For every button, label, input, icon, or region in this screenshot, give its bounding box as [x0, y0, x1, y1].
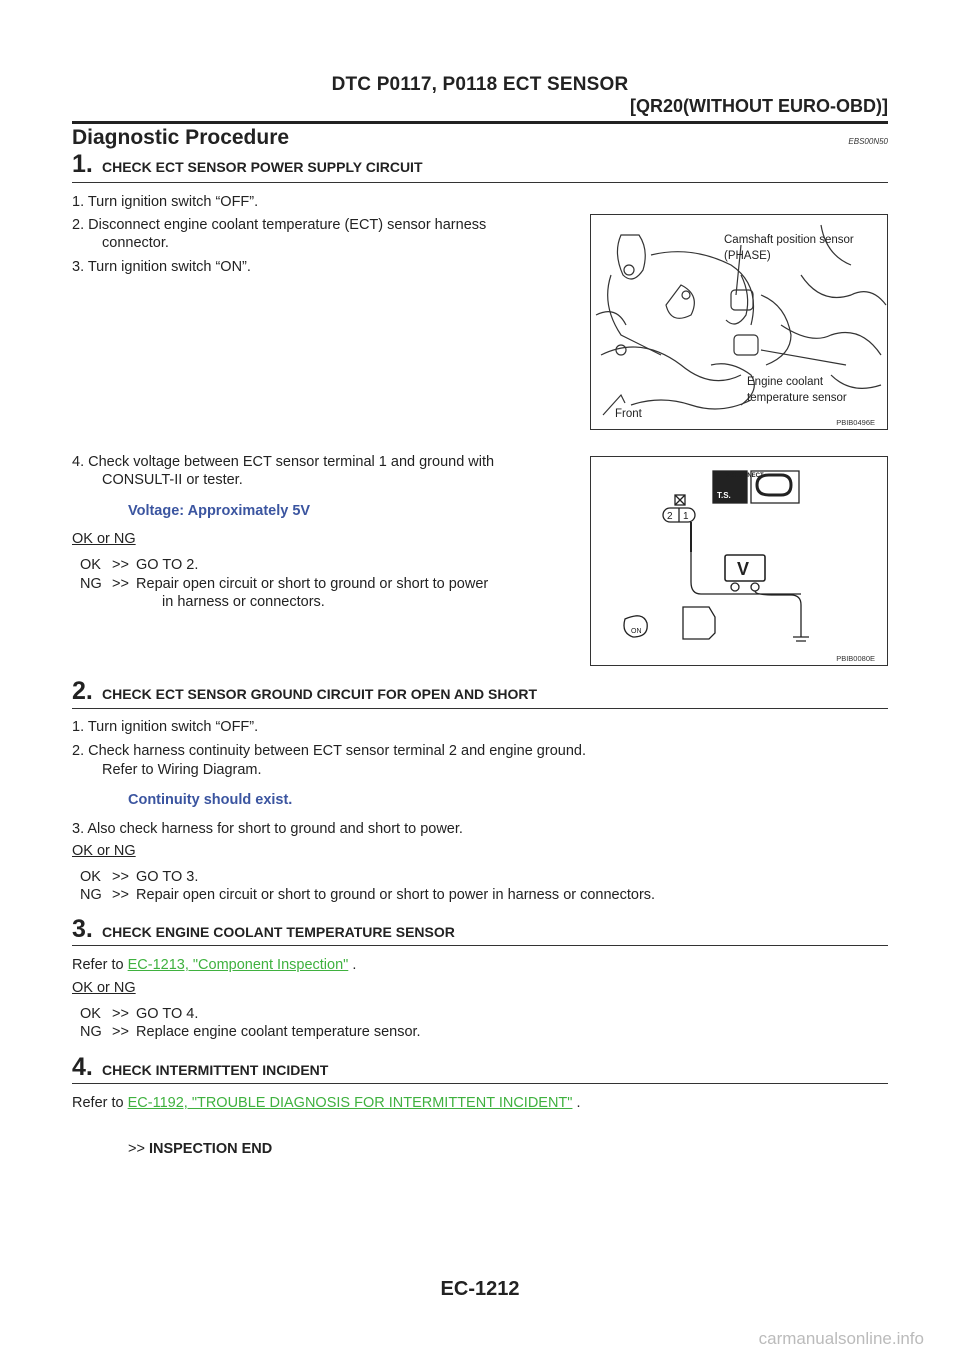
- step-rule: [72, 945, 888, 946]
- refer-line: Refer to EC-1213, "Component Inspection" .: [72, 957, 357, 973]
- page-header-title: DTC P0117, P0118 ECT SENSOR: [331, 74, 629, 95]
- step-2-item: Refer to Wiring Diagram.: [102, 762, 262, 778]
- ok-result: OK >> GO TO 4.: [80, 1006, 199, 1022]
- svg-text:Front: Front: [615, 408, 642, 420]
- step-rule: [72, 1083, 888, 1084]
- ok-result: OK >> GO TO 2.: [80, 557, 199, 573]
- ng-result: NG >> Repair open circuit or short to ground or short to power: [80, 576, 489, 592]
- step-title: CHECK ENGINE COOLANT TEMPERATURE SENSOR: [102, 924, 455, 940]
- section-code: EBS00N50: [848, 137, 888, 146]
- page-number: EC-1212: [440, 1278, 520, 1300]
- ok-result: OK >> GO TO 3.: [80, 869, 199, 885]
- step-1-heading: [72, 150, 888, 179]
- ng-result: NG >> Replace engine coolant temperature sensor.: [80, 1024, 421, 1040]
- svg-text:DISCONNECT: DISCONNECT: [724, 473, 764, 479]
- engine-drawing: [591, 215, 887, 429]
- step-2-item: 3. Also check harness for short to ground and short to power.: [72, 821, 463, 837]
- section-title: Diagnostic Procedure: [72, 126, 290, 149]
- step-number: 1.: [72, 150, 93, 178]
- step-2-heading: [72, 677, 888, 706]
- figure-voltage-check: [590, 456, 888, 666]
- step-rule: [72, 708, 888, 709]
- header-rule: [72, 121, 888, 124]
- component-inspection-link[interactable]: EC-1213, "Component Inspection": [127, 957, 349, 973]
- trouble-diagnosis-link[interactable]: EC-1192, "TROUBLE DIAGNOSIS FOR INTERMITTENT INCIDENT": [127, 1095, 573, 1111]
- step-3-heading: [72, 915, 888, 944]
- step-number: 4.: [72, 1053, 93, 1081]
- step-1-item: 3. Turn ignition switch “ON”.: [72, 259, 251, 275]
- figure-id: PBIB0496E: [836, 418, 875, 427]
- svg-text:Camshaft position sensor: Camshaft position sensor: [724, 234, 854, 246]
- svg-text:Engine coolant: Engine coolant: [747, 376, 824, 388]
- step-title: CHECK ECT SENSOR GROUND CIRCUIT FOR OPEN AND SHORT: [102, 686, 538, 702]
- svg-text:2: 2: [667, 511, 673, 522]
- step-2-item: 2. Check harness continuity between ECT sensor terminal 2 and engine ground.: [72, 743, 586, 759]
- svg-text:(PHASE): (PHASE): [724, 250, 771, 262]
- step-number: 3.: [72, 915, 93, 943]
- ng-result: NG >> Repair open circuit or short to ground or short to power in harness or connectors.: [80, 887, 656, 903]
- ok-or-ng-label: OK or NG: [72, 843, 136, 859]
- ng-result-cont: in harness or connectors.: [162, 594, 325, 610]
- step-rule: [72, 182, 888, 183]
- figure-id: PBIB0080E: [836, 654, 875, 663]
- step-1-item: 4. Check voltage between ECT sensor terminal 1 and ground with: [72, 454, 495, 470]
- svg-text:temperature sensor: temperature sensor: [747, 392, 847, 404]
- page-header-subtitle: [QR20(WITHOUT EURO-OBD)]: [630, 96, 888, 116]
- spec-value: Continuity should exist.: [128, 792, 293, 808]
- step-title: CHECK INTERMITTENT INCIDENT: [102, 1062, 329, 1078]
- watermark: carmanualsonline.info: [758, 1329, 924, 1348]
- svg-text:V: V: [737, 559, 750, 579]
- voltage-check-diagram: [591, 457, 887, 665]
- step-2-item: 1. Turn ignition switch “OFF”.: [72, 719, 259, 735]
- svg-text:ON: ON: [631, 628, 642, 635]
- step-number: 2.: [72, 677, 93, 705]
- step-1-item: 2. Disconnect engine coolant temperature (ECT) sensor harness: [72, 217, 487, 233]
- step-1-item: CONSULT-II or tester.: [102, 472, 243, 488]
- refer-line: Refer to EC-1192, "TROUBLE DIAGNOSIS FOR INTERMITTENT INCIDENT" .: [72, 1095, 581, 1111]
- step-4-heading: [72, 1053, 888, 1082]
- spec-value: Voltage: Approximately 5V: [128, 503, 311, 519]
- step-1-item: connector.: [102, 235, 169, 251]
- svg-text:T.S.: T.S.: [717, 491, 731, 500]
- ok-or-ng-label: OK or NG: [72, 980, 136, 996]
- ok-or-ng-label: OK or NG: [72, 531, 136, 547]
- figure-sensor-location: [590, 214, 888, 430]
- svg-text:1: 1: [683, 511, 689, 522]
- inspection-end: >> INSPECTION END: [128, 1141, 273, 1157]
- step-title: CHECK ECT SENSOR POWER SUPPLY CIRCUIT: [102, 159, 423, 175]
- step-1-item: 1. Turn ignition switch “OFF”.: [72, 194, 259, 210]
